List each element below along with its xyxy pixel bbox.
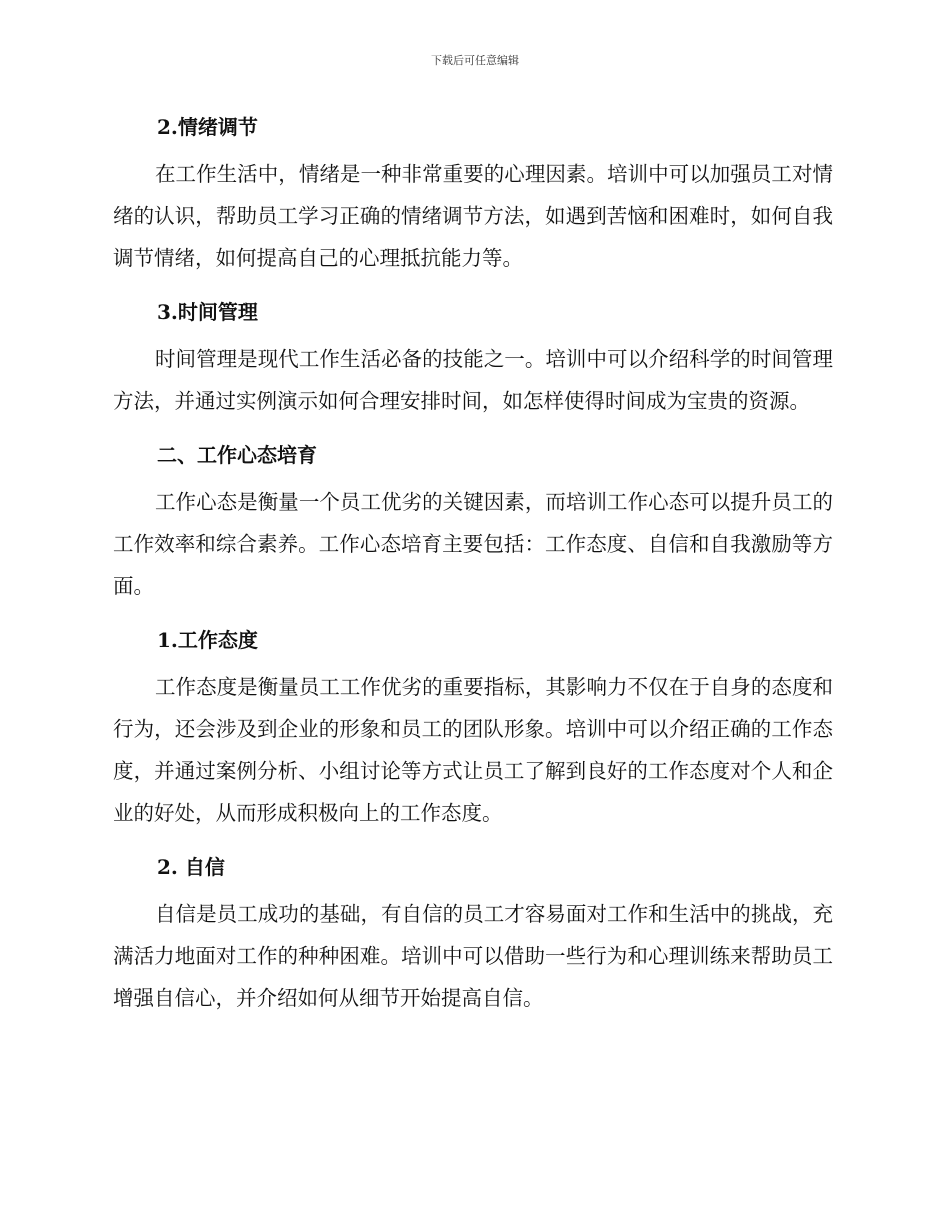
section-heading-time-management: 3.时间管理 <box>157 300 258 324</box>
section-heading-emotion-regulation: 2.情绪调节 <box>157 115 258 139</box>
section-paragraph-work-mindset: 工作心态是衡量一个员工优劣的关键因素，而培训工作心态可以提升员工的工作效率和综合素养。工作心态培育主要包括：工作态度、自信和自我激励等方面。 <box>113 490 833 598</box>
header-note: 下载后可任意编辑 <box>431 54 519 67</box>
document-body <box>113 108 833 1019</box>
section-heading-work-attitude: 1.工作态度 <box>157 628 258 652</box>
section-heading-confidence: 2. 自信 <box>157 855 225 879</box>
section-heading-work-mindset: 二、工作心态培育 <box>157 443 317 467</box>
section-paragraph-time-management: 时间管理是现代工作生活必备的技能之一。培训中可以介绍科学的时间管理方法，并通过实例演示如何合理安排时间，如怎样使得时间成为宝贵的资源。 <box>113 347 833 413</box>
section-paragraph-confidence: 自信是员工成功的基础，有自信的员工才容易面对工作和生活中的挑战，充满活力地面对工作的种种困难。培训中可以借助一些行为和心理训练来帮助员工增强自信心，并介绍如何从细节开始提高自信。 <box>113 902 833 1010</box>
section-paragraph-emotion-regulation: 在工作生活中，情绪是一种非常重要的心理因素。培训中可以加强员工对情绪的认识，帮助员工学习正确的情绪调节方法，如遇到苦恼和困难时，如何自我调节情绪，如何提高自己的心理抵抗能力等。 <box>113 162 833 270</box>
section-paragraph-work-attitude: 工作态度是衡量员工工作优劣的重要指标，其影响力不仅在于自身的态度和行为，还会涉及到企业的形象和员工的团队形象。培训中可以介绍正确的工作态度，并通过案例分析、小组讨论等方式让员工了解到良好的工作态度对个人和企业的好处，从而形成积极向上的工作态度。 <box>113 675 833 825</box>
